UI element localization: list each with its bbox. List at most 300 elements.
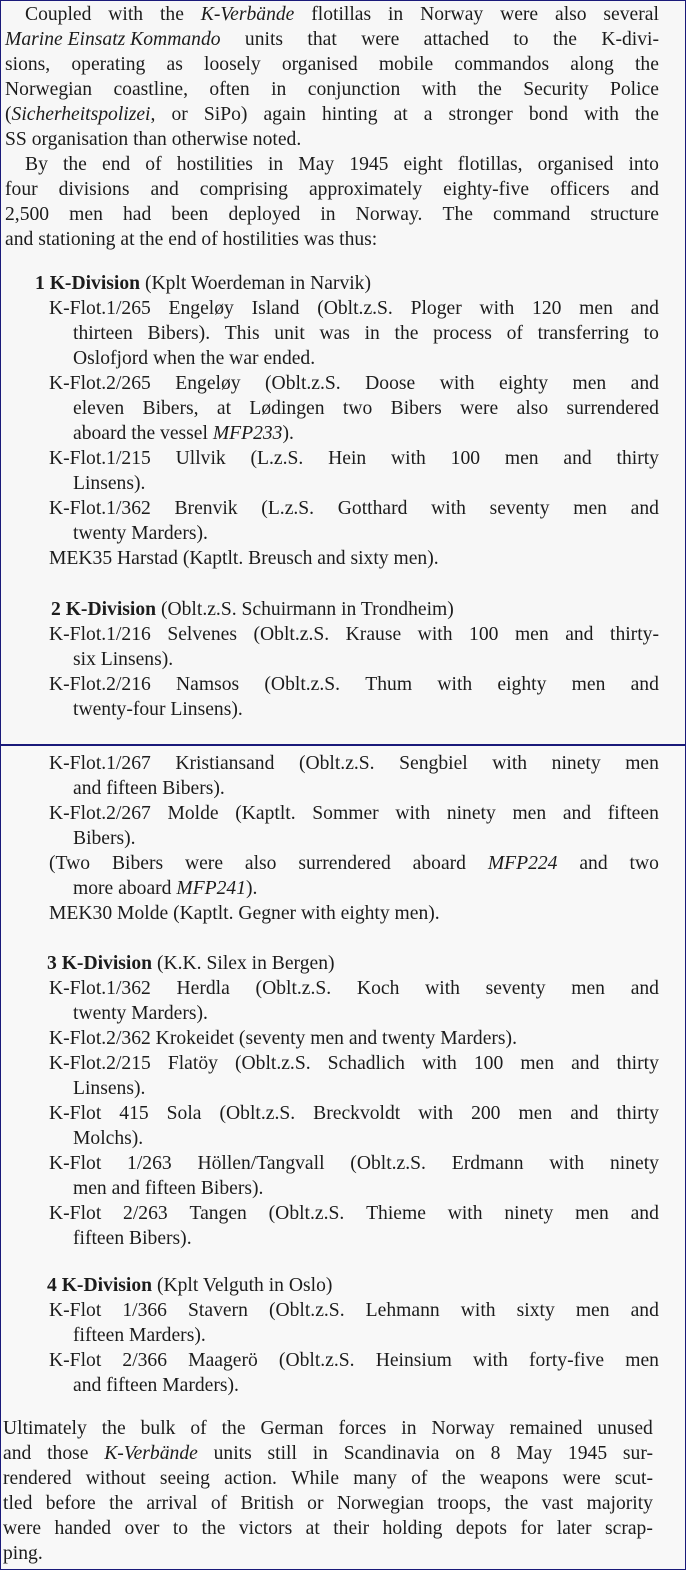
word: twenty-four Linsens).: [73, 699, 243, 720]
entry-continuation-line: [73, 471, 145, 496]
word: units: [213, 1443, 252, 1464]
word: Molchs).: [73, 1128, 144, 1149]
word: K-Flot: [49, 1203, 102, 1224]
entry-continuation-line: [73, 1323, 206, 1348]
word: German: [260, 1418, 324, 1439]
word: of: [210, 1493, 228, 1514]
word: of: [145, 154, 162, 175]
word: stronger: [448, 104, 513, 125]
word: Linsens).: [73, 1078, 146, 1099]
entry-continuation-line: [73, 396, 659, 421]
word: before: [45, 1493, 96, 1514]
word: Engeløy: [168, 298, 234, 319]
word: victors: [238, 1518, 293, 1539]
word: Ullvik: [175, 448, 226, 469]
word: men: [579, 298, 613, 319]
word: action.: [224, 1468, 277, 1489]
flotilla-entry-line: [49, 546, 439, 571]
word: Island: [251, 298, 300, 319]
word: the: [101, 1418, 126, 1439]
closing-paragraph-line: [3, 1441, 653, 1466]
word: at: [305, 1518, 320, 1539]
word: flotillas,: [457, 154, 523, 175]
word: Engeløy: [175, 373, 241, 394]
word: and fifteen Bibers).: [73, 778, 225, 799]
word: also: [244, 853, 277, 874]
word: men: [575, 1203, 609, 1224]
word: K-Flot.2/215: [49, 1053, 151, 1074]
entry-continuation-line: [73, 1076, 145, 1101]
word: the: [634, 54, 659, 75]
word: ninety: [504, 1203, 554, 1224]
word: handed: [54, 1518, 112, 1539]
word: Norway: [420, 4, 484, 25]
word: K-Flot.2/265: [49, 373, 151, 394]
closing-paragraph-line: [3, 1466, 653, 1491]
word: officers: [550, 179, 610, 200]
word: and: [565, 624, 594, 645]
word: Brenvik: [174, 498, 238, 519]
word: along: [570, 54, 614, 75]
word: scut-: [614, 1468, 653, 1489]
entry-continuation-line: [73, 697, 243, 722]
word: men: [571, 674, 606, 695]
entry-continuation-line: [73, 647, 173, 672]
word: eighty-five: [443, 179, 530, 200]
word: British: [240, 1493, 294, 1514]
entry-continuation-line: [73, 1176, 263, 1201]
intro-paragraph-line: [25, 152, 659, 177]
word: men: [518, 1103, 553, 1124]
word: also: [555, 4, 587, 25]
word: (Kaptlt.: [235, 803, 296, 824]
word: men: [572, 373, 607, 394]
word: their: [333, 1518, 370, 1539]
word: Molde: [167, 803, 219, 824]
word: By: [25, 154, 48, 175]
word: MEK30 Molde (Kaptlt. Gegner with eighty men).: [49, 903, 440, 924]
flotilla-entry-line: [49, 1201, 659, 1226]
word: K-Flot.1/362: [49, 498, 151, 519]
word: of: [190, 1418, 207, 1439]
word: ninety: [609, 1153, 659, 1174]
word: with: [421, 1053, 457, 1074]
word: K-Flot.1/215: [49, 448, 151, 469]
word: While: [291, 1468, 340, 1489]
word: in: [364, 323, 380, 344]
word: and: [563, 448, 592, 469]
word: hinting: [321, 104, 378, 125]
word: the: [441, 1468, 466, 1489]
word: thirty: [616, 448, 659, 469]
word: with: [395, 803, 431, 824]
word: (Sicherheitspolizei,: [5, 104, 156, 125]
division-number: 3 K-Division: [47, 953, 153, 974]
word: (Oblt.z.S.: [298, 753, 375, 774]
word: and: [630, 674, 659, 695]
word: and: [3, 1443, 32, 1464]
division-number: 1 K-Division: [35, 273, 141, 294]
word: bond: [528, 104, 569, 125]
word: with: [460, 1300, 496, 1321]
word: men: [520, 1053, 555, 1074]
word: (Oblt.z.S.: [255, 978, 332, 999]
word: and: [630, 1203, 659, 1224]
word: unused: [597, 1418, 653, 1439]
closing-paragraph-line: [3, 1416, 653, 1441]
division-commander: (Kplt Velguth in Oslo): [152, 1275, 333, 1296]
word: thirty: [616, 1103, 659, 1124]
word: (Oblt.z.S.: [234, 1053, 311, 1074]
word: K-Flot.1/265: [49, 298, 151, 319]
word: men: [69, 204, 103, 225]
word: sur-: [622, 1443, 653, 1464]
word: K-Flot: [49, 1103, 102, 1124]
closing-paragraph-line: [3, 1491, 653, 1516]
word: and: [630, 298, 659, 319]
word: fifteen: [607, 803, 659, 824]
word: several: [603, 4, 659, 25]
word: and: [630, 1300, 659, 1321]
word: organised: [281, 54, 358, 75]
word: seeing: [159, 1468, 210, 1489]
word: Koch: [356, 978, 400, 999]
word: into: [628, 154, 659, 175]
word: and: [630, 978, 659, 999]
word: men: [514, 624, 549, 645]
word: men: [573, 498, 607, 519]
word: eighty: [497, 674, 547, 695]
flotilla-entry-line: [49, 1298, 659, 1323]
flotilla-entry-line: [49, 371, 659, 396]
word: Selvenes: [167, 624, 237, 645]
intro-paragraph-line: [5, 202, 659, 227]
flotilla-entry-line: [49, 1051, 659, 1076]
entry-continuation-line: [73, 1373, 239, 1398]
word: eleven: [73, 398, 125, 419]
word: SS organisation than otherwise noted.: [5, 129, 302, 150]
flotilla-entry-line: [49, 901, 440, 926]
word: the: [504, 1493, 529, 1514]
division-commander: (K.K. Silex in Bergen): [152, 953, 335, 974]
entry-continuation-line: [73, 321, 659, 346]
flotilla-entry-line: [49, 1348, 659, 1373]
word: without: [85, 1468, 146, 1489]
word: with: [421, 79, 457, 100]
word: over: [124, 1518, 160, 1539]
word: 120: [532, 298, 562, 319]
word: the: [634, 104, 659, 125]
word: twenty Marders).: [73, 1003, 208, 1024]
division-number: 2 K-Division: [51, 599, 157, 620]
word: (Oblt.z.S.: [264, 674, 341, 695]
flotilla-entry-line: [49, 446, 659, 471]
word: those: [47, 1443, 89, 1464]
word: Sengbiel: [399, 753, 468, 774]
word: structure: [590, 204, 659, 225]
book-page-top: [0, 0, 686, 745]
word: and fifteen Marders).: [73, 1375, 239, 1396]
entry-continuation-line: [73, 1001, 208, 1026]
word: or: [171, 104, 188, 125]
word: Thum: [365, 674, 413, 695]
word: end: [101, 154, 131, 175]
word: with: [417, 624, 453, 645]
book-page-bottom: [0, 745, 686, 1570]
intro-paragraph-line: [25, 2, 659, 27]
word: were: [460, 398, 499, 419]
word: a: [423, 104, 433, 125]
word: MEK35 Harstad (Kaptlt. Breusch and sixty men).: [49, 548, 439, 569]
word: in: [387, 4, 404, 25]
word: men: [575, 1300, 610, 1321]
word: bulk: [140, 1418, 176, 1439]
word: operating: [71, 54, 146, 75]
word: in: [267, 154, 284, 175]
word: Schadlich: [327, 1053, 405, 1074]
word: fifteen Marders).: [73, 1325, 206, 1346]
word: (Oblt.z.S.: [219, 1103, 296, 1124]
word: Kristiansand: [175, 753, 275, 774]
word: units: [244, 29, 284, 50]
word: with: [584, 104, 619, 125]
word: with: [108, 4, 144, 25]
word: the: [201, 1518, 226, 1539]
word: scrap-: [605, 1518, 653, 1539]
word: Bibers: [111, 853, 164, 874]
word: Security: [523, 79, 589, 100]
word: with: [549, 1153, 585, 1174]
word: aboard the vessel MFP233).: [73, 423, 294, 444]
word: 1/366: [122, 1300, 167, 1321]
word: Gotthard: [337, 498, 408, 519]
word: (Oblt.z.S.: [350, 1153, 426, 1174]
word: with: [391, 448, 426, 469]
word: holding: [382, 1518, 443, 1539]
word: to: [172, 1518, 189, 1539]
word: 100: [450, 448, 481, 469]
word: May: [298, 154, 335, 175]
word: men: [504, 448, 539, 469]
word: and: [579, 853, 608, 874]
word: the: [477, 79, 502, 100]
word: in: [401, 1418, 417, 1439]
word: six Linsens).: [73, 649, 174, 670]
word: later: [556, 1518, 592, 1539]
word: Linsens).: [73, 473, 146, 494]
word: majority: [586, 1493, 653, 1514]
word: K-Flot: [49, 1350, 102, 1371]
entry-continuation-line: [73, 776, 225, 801]
word: or: [307, 1493, 324, 1514]
word: (Oblt.z.S.: [317, 298, 393, 319]
flotilla-entry-line: [49, 496, 659, 521]
word: the: [221, 1418, 246, 1439]
word: aboard: [412, 853, 466, 874]
word: May: [516, 1443, 553, 1464]
word: the: [394, 323, 419, 344]
flotilla-entry-line: [49, 1151, 659, 1176]
word: and: [630, 179, 659, 200]
entry-continuation-line: [73, 521, 208, 546]
word: Bibers).: [73, 828, 136, 849]
word: organised: [537, 154, 614, 175]
word: seventy: [485, 978, 546, 999]
word: Norway.: [355, 204, 423, 225]
word: Norwegian: [5, 79, 93, 100]
word: ninety: [446, 803, 496, 824]
word: with: [473, 1350, 508, 1371]
word: with: [439, 373, 475, 394]
word: K-Flot.2/267: [49, 803, 151, 824]
word: Erdmann: [451, 1153, 524, 1174]
word: The: [442, 204, 473, 225]
word: been: [171, 204, 209, 225]
intro-paragraph-line: [5, 227, 377, 252]
division-number: 4 K-Division: [47, 1275, 153, 1296]
word: (L.z.S.: [250, 448, 304, 469]
flotilla-entry-line: [49, 1026, 517, 1051]
word: attached: [423, 29, 489, 50]
word: 1945: [349, 154, 389, 175]
word: Krause: [345, 624, 402, 645]
word: the: [62, 154, 87, 175]
word: K-Verbände: [104, 1443, 198, 1464]
flotilla-entry-line: [49, 801, 659, 826]
word: also: [516, 398, 549, 419]
entry-continuation-line: [73, 826, 136, 851]
word: 2/263: [123, 1203, 168, 1224]
word: Bibers: [390, 398, 442, 419]
word: many: [353, 1468, 397, 1489]
word: the: [159, 4, 184, 25]
word: fifteen Bibers).: [73, 1228, 192, 1249]
word: 1945: [567, 1443, 608, 1464]
word: Bibers).: [147, 323, 211, 344]
word: at: [393, 104, 408, 125]
word: (Oblt.z.S.: [268, 1300, 345, 1321]
word: thirteen: [73, 323, 133, 344]
word: Höllen/Tangvall: [197, 1153, 325, 1174]
word: the: [109, 1493, 134, 1514]
word: (Oblt.z.S.: [253, 624, 330, 645]
word: This: [224, 323, 260, 344]
word: and: [630, 498, 659, 519]
word: K-Flot.2/216: [49, 674, 151, 695]
division-heading: [47, 951, 335, 976]
word: thirty-: [610, 624, 659, 645]
word: and: [570, 1103, 599, 1124]
word: two: [629, 853, 659, 874]
word: to: [643, 323, 659, 344]
word: transferring: [537, 323, 629, 344]
flotilla-entry-line: [49, 296, 659, 321]
word: depots: [455, 1518, 508, 1539]
word: often: [209, 79, 250, 100]
word: weapons: [479, 1468, 549, 1489]
word: and: [150, 179, 179, 200]
word: forces: [338, 1418, 387, 1439]
flotilla-entry-line: [49, 751, 659, 776]
word: seventy: [489, 498, 550, 519]
word: and: [571, 1053, 600, 1074]
word: men: [512, 803, 547, 824]
division-heading: [35, 271, 371, 296]
word: tled: [3, 1493, 33, 1514]
word: Maagerö: [188, 1350, 258, 1371]
word: at: [216, 398, 232, 419]
word: of: [506, 323, 523, 344]
word: vast: [541, 1493, 574, 1514]
word: MFP224: [487, 853, 558, 874]
flotilla-entry-line: [49, 851, 659, 876]
word: K-Flot: [49, 1153, 102, 1174]
word: deployed: [228, 204, 301, 225]
word: were: [361, 29, 400, 50]
word: Flatöy: [167, 1053, 218, 1074]
word: 415: [119, 1103, 149, 1124]
word: 1/263: [127, 1153, 172, 1174]
word: 100: [473, 1053, 504, 1074]
word: (Oblt.z.S.: [278, 1350, 355, 1371]
word: as: [166, 54, 183, 75]
word: 8: [490, 1443, 501, 1464]
word: with: [425, 978, 460, 999]
word: divisions: [58, 179, 130, 200]
word: were: [184, 853, 224, 874]
entry-continuation-line: [73, 346, 315, 371]
word: (Oblt.z.S.: [268, 1203, 345, 1224]
word: process: [433, 323, 492, 344]
word: four: [5, 179, 38, 200]
word: comprising: [199, 179, 288, 200]
closing-paragraph-line: [3, 1516, 653, 1541]
word: of: [411, 1468, 428, 1489]
word: Police: [609, 79, 659, 100]
word: Heinsium: [375, 1350, 452, 1371]
word: Norway: [431, 1418, 495, 1439]
word: and: [562, 803, 592, 824]
word: ping.: [3, 1543, 43, 1564]
word: Sommer: [312, 803, 379, 824]
word: still: [267, 1443, 297, 1464]
flotilla-entry-line: [49, 976, 659, 1001]
word: Thieme: [366, 1203, 426, 1224]
word: in: [320, 204, 336, 225]
word: Herdla: [176, 978, 230, 999]
word: Hein: [328, 448, 367, 469]
word: eight: [403, 154, 443, 175]
word: thirty: [616, 1053, 659, 1074]
word: Ploger: [410, 298, 462, 319]
word: K-Flot.1/216: [49, 624, 151, 645]
word: and stationing at the end of hostilities was thus:: [5, 229, 378, 250]
word: unit: [274, 323, 305, 344]
flotilla-entry-line: [49, 622, 659, 647]
word: Lehmann: [365, 1300, 440, 1321]
word: Doose: [365, 373, 416, 394]
division-heading: [51, 597, 454, 622]
word: men: [625, 1350, 659, 1371]
division-commander: (Oblt.z.S. Schuirmann in Trondheim): [156, 599, 454, 620]
word: K-Flot.2/362 Krokeidet (seventy men and twenty Marders).: [49, 1028, 517, 1049]
word: Oslofjord when the war ended.: [73, 348, 316, 369]
word: again: [263, 104, 306, 125]
intro-paragraph-line: [5, 102, 659, 127]
word: (L.z.S.: [261, 498, 315, 519]
word: ninety: [551, 753, 601, 774]
word: more aboard MFP241).: [73, 878, 258, 899]
